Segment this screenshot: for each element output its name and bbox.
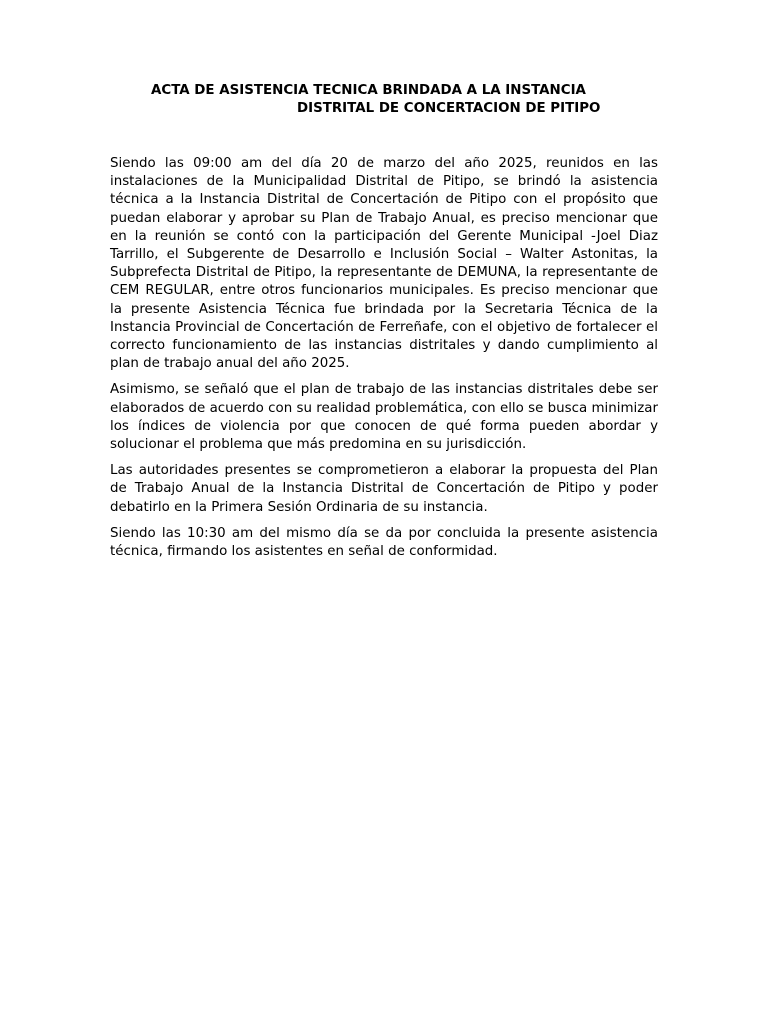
paragraph-closing: Siendo las 10:30 am del mismo día se da por concluida la presente asistencia técnica, firmando los asistentes en señal de conformidad. [110,525,658,560]
paragraph-opening: Siendo las 09:00 am del día 20 de marzo del año 2025, reunidos en las instalaciones de la Municipalidad Distrital de Pitipo, se brindó la asistencia técnica a la Instancia Distrital de Concertación de Pitipo con el propósito que puedan elaborar y aprobar su Plan de Trabajo Anual, es preciso mencionar que en la reunión se contó con la participación del Gerente Municipal -Joel Diaz Tarrillo, el Subgerente de Desarrollo e Inclusión Social – Walter Astonitas, la Subprefecta Distrital de Pitipo, la representante de DEMUNA, la representante de CEM REGULAR, entre otros funcionarios municipales. Es preciso mencionar que la presente Asistencia Técnica fue brindada por la Secretaria Técnica de la Instancia Provincial de Concertación de Ferreñafe, con el objetivo de fortalecer el correcto funcionamiento de las instancias distritales y dando cumplimiento al plan de trabajo anual del año 2025. [110,156,658,372]
paragraph-commitment: Las autoridades presentes se comprometieron a elaborar la propuesta del Plan de Trabajo Anual de la Instancia Distrital de Concertación de Pitipo y poder debatirlo en la Primera Sesión Ordinaria de su instancia. [110,463,658,515]
document-body [110,155,658,569]
title-line-1: ACTA DE ASISTENCIA TECNICA BRINDADA A LA INSTANCIA [151,83,586,98]
paragraph-work-plan: Asimismo, se señaló que el plan de trabajo de las instancias distritales debe ser elaborados de acuerdo con su realidad problemática, con ello se busca minimizar los índices de violencia por que conocen de qué forma pueden abordar y solucionar el problema que más predomina en su jurisdicción. [110,382,658,453]
title-line-2: DISTRITAL DE CONCERTACION DE PITIPO [297,101,601,116]
document-title [110,82,658,118]
